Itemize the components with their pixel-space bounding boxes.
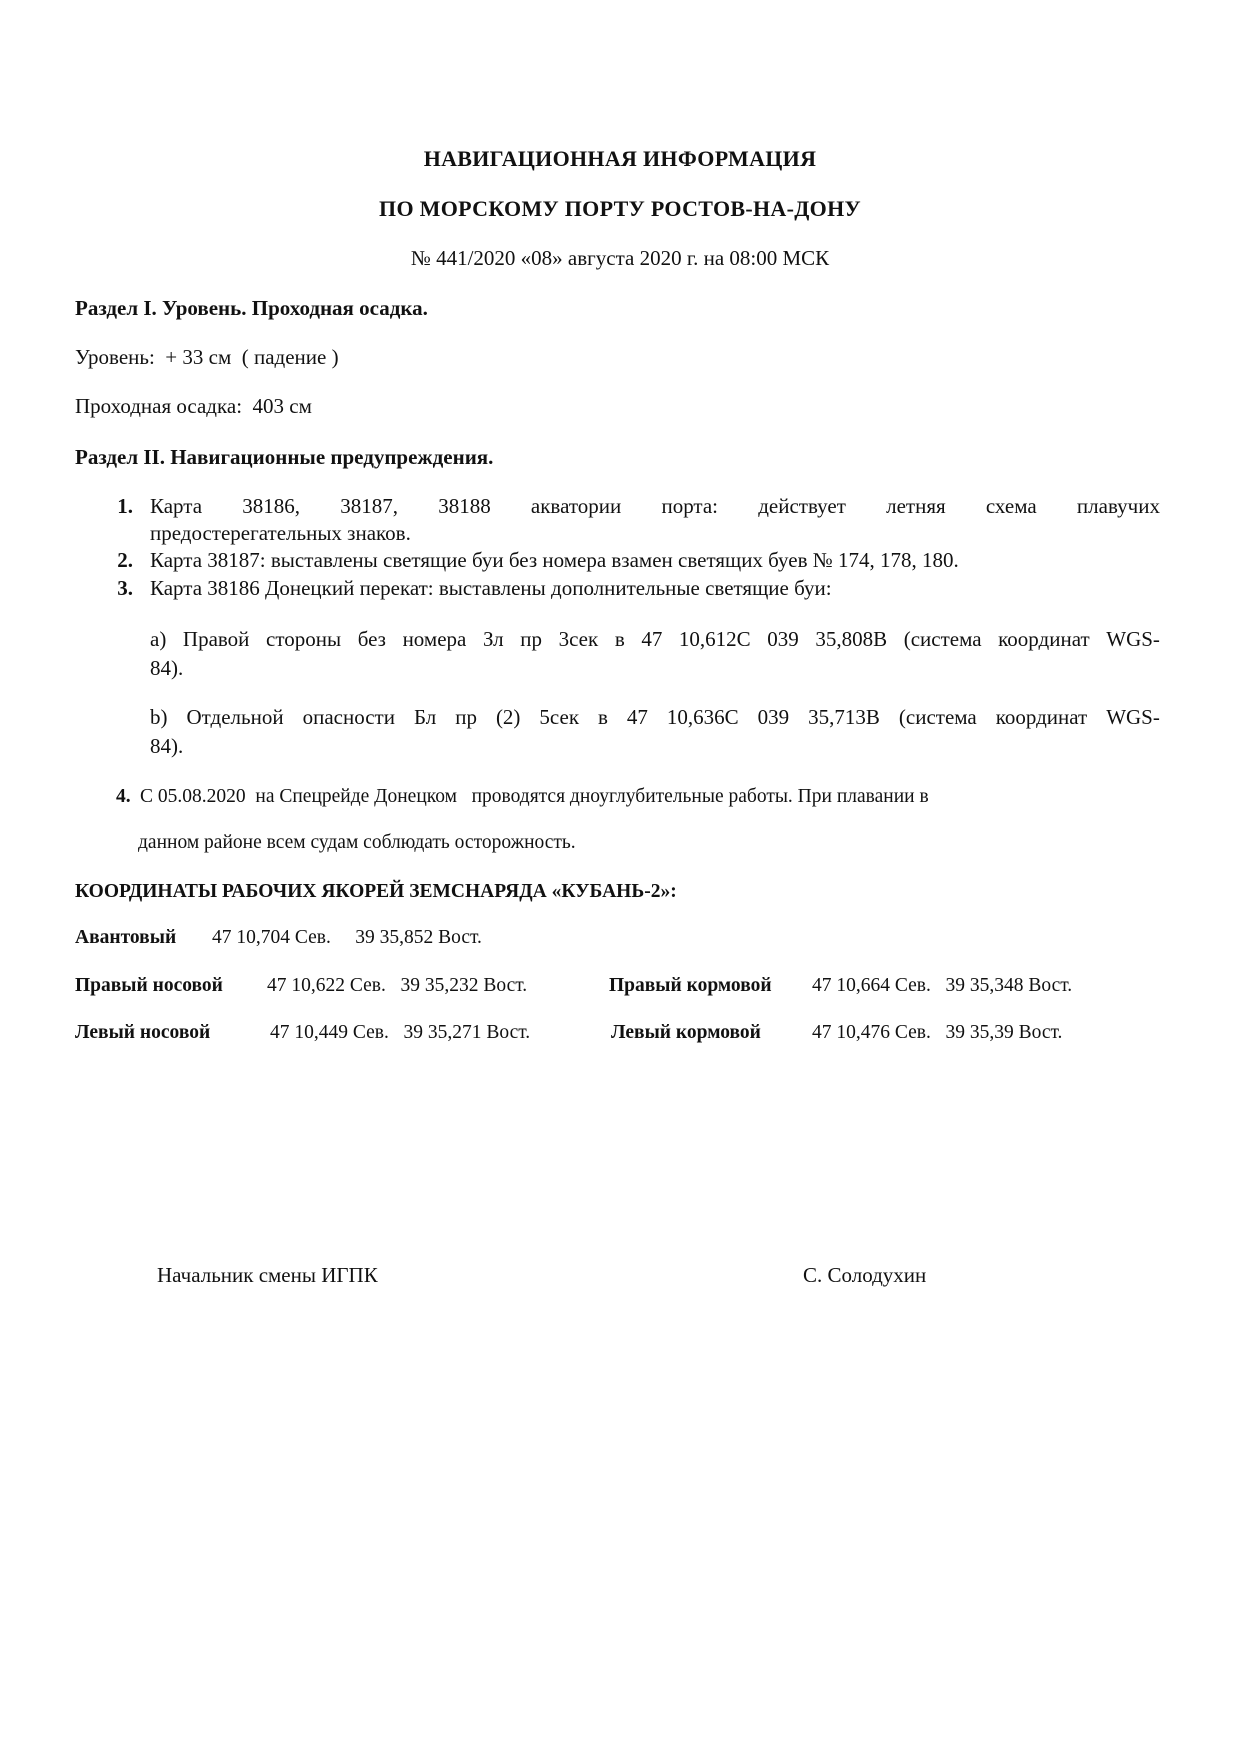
item4-line2: данном районе всем судам соблюдать осторожность.: [138, 832, 576, 853]
sub-a-word: 10,612С: [678, 627, 751, 651]
anchor-pravy-nosovoy-label: Правый носовой: [75, 975, 223, 996]
item4-line1: С 05.08.2020 на Спецрейде Донецком проводятся дноуглубительные работы. При плавании в: [140, 786, 929, 807]
document-title-line1: НАВИГАЦИОННАЯ ИНФОРМАЦИЯ: [423, 146, 817, 171]
sub-a-word: 039: [767, 627, 799, 651]
item1-word: порта:: [661, 494, 719, 518]
section1-heading: Раздел I. Уровень. Проходная осадка.: [75, 296, 428, 320]
anchor-pravy-nosovoy-value: 47 10,622 Сев. 39 35,232 Вост.: [267, 975, 528, 996]
sub-a-word: номера: [402, 627, 467, 651]
anchors-heading: КООРДИНАТЫ РАБОЧИХ ЯКОРЕЙ ЗЕМСНАРЯДА «КУБАНЬ-2»:: [75, 881, 677, 902]
sub-a-word: a): [150, 627, 167, 651]
sub-a-word: Зл: [482, 627, 504, 651]
section2-heading: Раздел II. Навигационные предупреждения.: [75, 445, 494, 469]
document-subtitle: № 441/2020 «08» августа 2020 г. на 08:00 МСК: [410, 246, 830, 270]
sub-a-word: в: [614, 627, 625, 651]
sub-b-word: Отдельной: [186, 705, 284, 729]
sub-a-word: стороны: [266, 627, 342, 651]
sub-a-word: 3сек: [558, 627, 599, 651]
draft-line: Проходная осадка: 403 см: [75, 394, 312, 418]
sub-b-word: опасности: [302, 705, 395, 729]
item3-sub-b-line1: [150, 705, 1160, 730]
sub-a-word: Правой: [182, 627, 250, 651]
level-line: Уровень: + 33 см ( падение ): [75, 345, 339, 369]
item4-number: 4.: [116, 786, 131, 807]
item1-word: 38186,: [242, 494, 300, 518]
document-title-line2: ПО МОРСКОМУ ПОРТУ РОСТОВ-НА-ДОНУ: [379, 196, 861, 221]
anchor-levy-nosovoy-label: Левый носовой: [75, 1022, 211, 1043]
item1-word: действует: [758, 494, 846, 518]
anchor-levy-nosovoy-value: 47 10,449 Сев. 39 35,271 Вост.: [270, 1022, 531, 1043]
item3-number: 3.: [117, 576, 133, 600]
item3-sub-b-line2: 84).: [150, 734, 184, 758]
item1-word: летняя: [886, 494, 946, 518]
sub-b-word: пр: [455, 705, 477, 729]
item3-sub-a-line2: 84).: [150, 656, 184, 680]
sub-b-word: Бл: [413, 705, 437, 729]
sub-a-word: (система: [903, 627, 982, 651]
item2-number: 2.: [117, 548, 133, 572]
sub-a-word: 47: [641, 627, 663, 651]
sub-a-word: WGS-: [1106, 627, 1160, 651]
sub-a-word: координат: [998, 627, 1090, 651]
anchor-avantovy-value: 47 10,704 Сев. 39 35,852 Вост.: [212, 927, 482, 948]
sub-a-word: 35,808В: [815, 627, 888, 651]
sub-a-word: пр: [520, 627, 543, 651]
sub-b-word: b): [150, 705, 168, 729]
item1-line2: предостерегательных знаков.: [150, 521, 411, 545]
item1-word: плавучих: [1076, 494, 1160, 518]
signature-position: Начальник смены ИГПК: [157, 1263, 378, 1287]
anchor-levy-kormovoy-value: 47 10,476 Сев. 39 35,39 Вост.: [812, 1022, 1063, 1043]
item2-line1: Карта 38187: выставлены светящие буи без номера взамен светящих буев № 174, 178, 180.: [150, 548, 959, 572]
anchor-pravy-kormovoy-value: 47 10,664 Сев. 39 35,348 Вост.: [812, 975, 1073, 996]
sub-a-word: без: [357, 627, 386, 651]
sub-b-word: 039: [757, 705, 790, 729]
sub-b-word: (2): [495, 705, 521, 729]
sub-b-word: 10,636С: [666, 705, 739, 729]
item3-line1: Карта 38186 Донецкий перекат: выставлены дополнительные светящие буи:: [150, 576, 832, 600]
anchor-avantovy-label: Авантовый: [75, 927, 177, 948]
item1-line1: [150, 494, 1160, 519]
signature-name: С. Солодухин: [803, 1263, 927, 1287]
item1-word: 38188: [438, 494, 491, 518]
sub-b-word: 5сек: [539, 705, 580, 729]
sub-b-word: WGS-: [1106, 705, 1160, 729]
item1-word: акватории: [530, 494, 622, 518]
anchor-levy-kormovoy-label: Левый кормовой: [611, 1022, 761, 1043]
sub-b-word: 47: [626, 705, 648, 729]
sub-b-word: 35,713В: [808, 705, 880, 729]
item1-word: 38187,: [340, 494, 398, 518]
sub-b-word: координат: [995, 705, 1088, 729]
item1-word: схема: [985, 494, 1037, 518]
item3-sub-a-line1: [150, 627, 1160, 652]
sub-b-word: (система: [898, 705, 977, 729]
sub-b-word: в: [598, 705, 608, 729]
item1-number: 1.: [117, 494, 133, 518]
anchor-pravy-kormovoy-label: Правый кормовой: [609, 975, 772, 996]
item1-word: Карта: [150, 494, 203, 518]
